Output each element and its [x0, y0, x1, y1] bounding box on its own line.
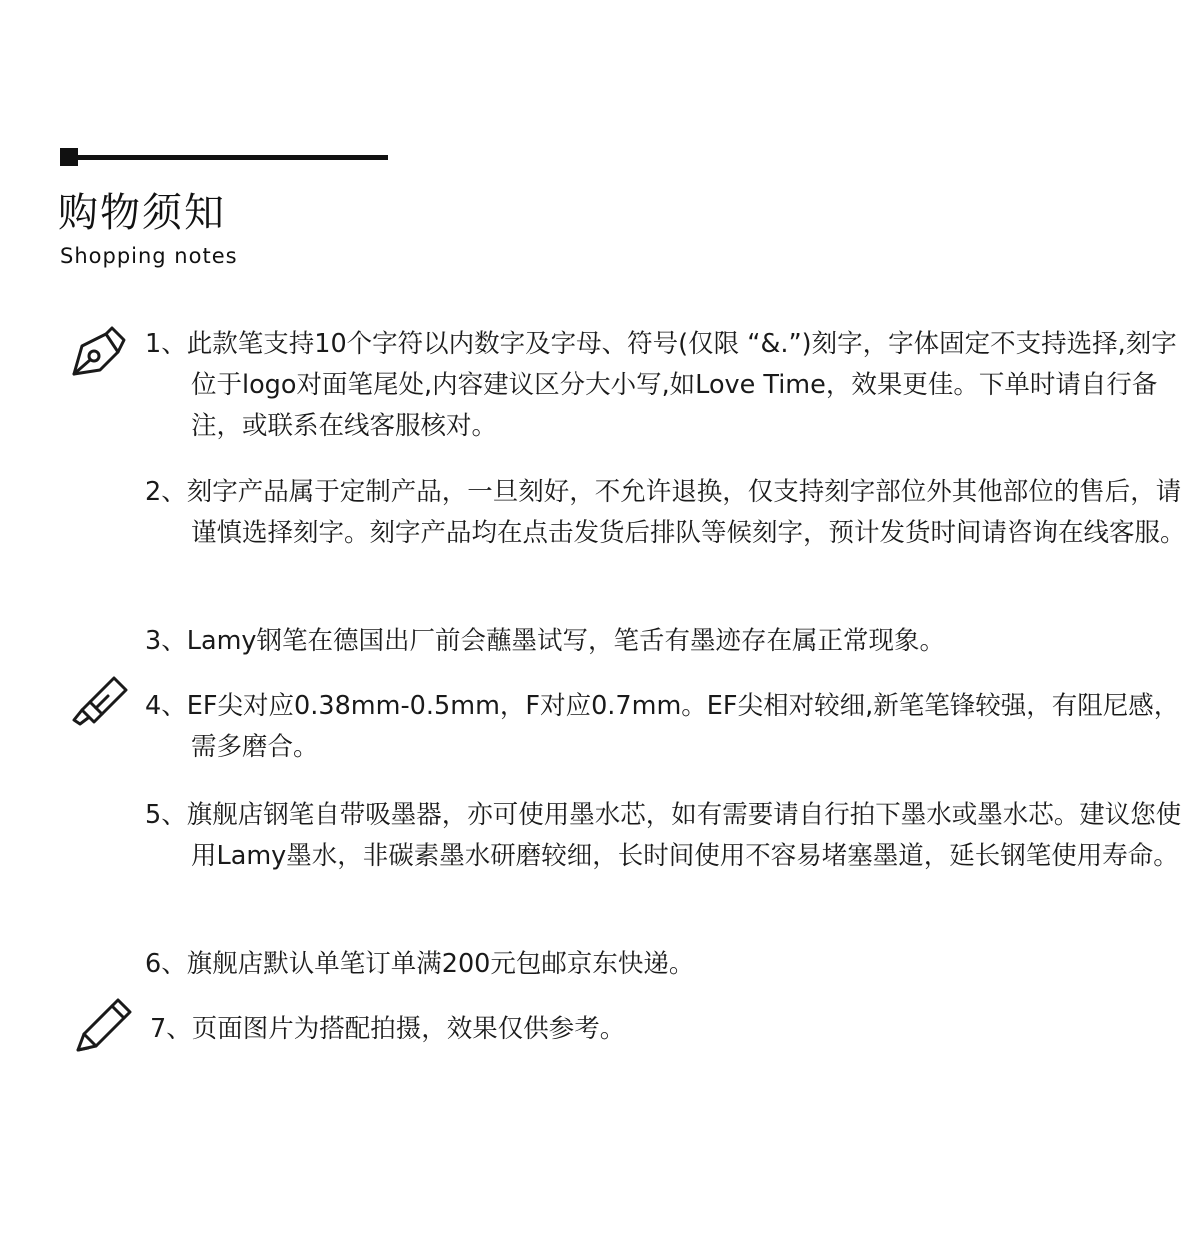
note-number: 6、: [145, 949, 187, 979]
header-accent-line: [60, 155, 388, 160]
note-text: 此款笔支持10个字符以内数字及字母、符号(仅限 “&.”)刻字，字体固定不支持选择,刻字位于logo对面笔尾处,内容建议区分大小写,如Love Time，效果更佳。下单时请自行备注，或联系在线客服核对。: [186, 329, 1177, 441]
fountain-pen-nib-icon: [70, 322, 128, 380]
note-number: 7、: [150, 1014, 192, 1044]
page-subtitle: Shopping notes: [60, 244, 238, 268]
note-item: [145, 795, 1191, 877]
note-number: 5、: [145, 800, 187, 830]
page-title: 购物须知: [58, 190, 226, 236]
note-item: [145, 944, 1191, 985]
note-text: 刻字产品属于定制产品，一旦刻好，不允许退换，仅支持刻字部位外其他部位的售后，请谨慎选择刻字。刻字产品均在点击发货后排队等候刻字，预计发货时间请咨询在线客服。: [186, 477, 1186, 548]
note-text: 旗舰店默认单笔订单满200元包邮京东快递。: [186, 949, 695, 979]
note-number: 4、: [145, 691, 187, 721]
header-accent-square: [60, 148, 78, 166]
note-number: 2、: [145, 477, 187, 507]
note-item: [145, 472, 1191, 554]
note-text: 页面图片为搭配拍摄，效果仅供参考。: [191, 1014, 626, 1044]
note-text: 旗舰店钢笔自带吸墨器，亦可使用墨水芯，如有需要请自行拍下墨水或墨水芯。建议您使用Lamy墨水，非碳素墨水研磨较细，长时间使用不容易堵塞墨道，延长钢笔使用寿命。: [186, 800, 1182, 871]
note-text: EF尖对应0.38mm-0.5mm，F对应0.7mm。EF尖相对较细,新笔笔锋较强，有阻尼感，需多磨合。: [186, 691, 1180, 762]
note-number: 1、: [145, 329, 187, 359]
note-item: [145, 324, 1191, 447]
note-item: [145, 686, 1191, 768]
pencil-icon: [72, 994, 132, 1056]
note-item: [145, 621, 1191, 662]
note-item: [150, 1009, 1196, 1050]
note-number: 3、: [145, 626, 187, 656]
highlighter-icon: [70, 674, 130, 732]
note-text: Lamy钢笔在德国出厂前会蘸墨试写，笔舌有墨迹存在属正常现象。: [186, 626, 945, 656]
